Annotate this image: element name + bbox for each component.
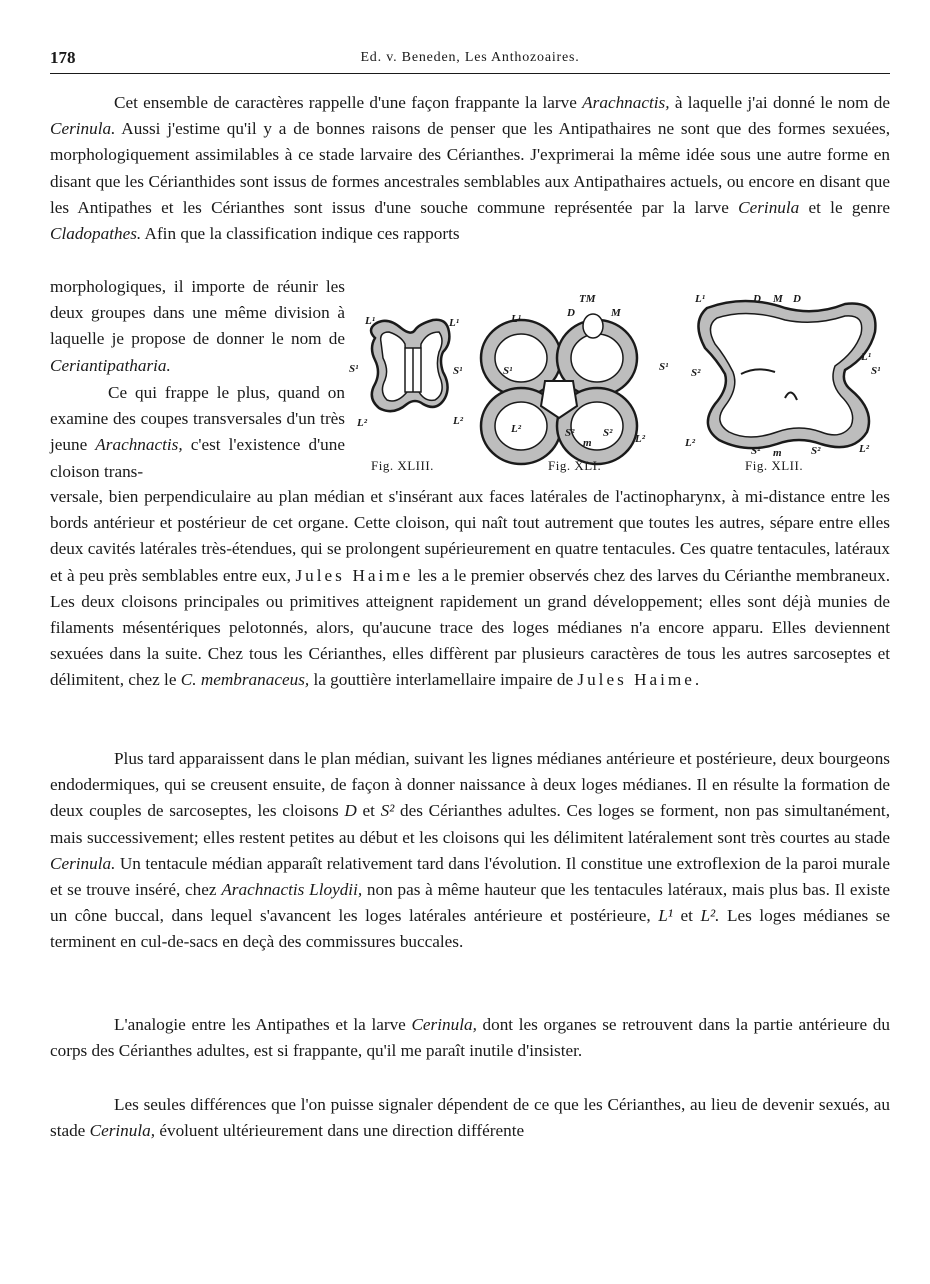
fig41-label-S2b: S² <box>603 427 613 439</box>
paragraph-1: Cet ensemble de caractères rappelle d'une façon frappante la larve Arachnactis, à laquelle j'ai donné le nom de Cerinula. Aussi j'estime qu'il y a de bonnes raisons de penser que les Antipathaires ne sont que des formes sexuées, morphologiquement assimilables à ce stade larvaire des Cérianthes. J'exprimerai la même idée sous une autre forme en disant que les Cérianthides sont issus de formes ancestrales semblables aux Antipathaires actuels, ou encore en disant que les Antipathes et les Cérianthes sont issus d'une souche commune représentée par la larve Cerinula et le genre Cladopathes. Afin que la classification indique ces rapports <box>50 93 890 244</box>
fig43-label-L2a: L² <box>357 417 368 429</box>
fig42-label-S2c: S² <box>811 445 821 457</box>
fig41-label-D: D <box>567 307 575 319</box>
fig41-label-L1: L¹ <box>511 313 522 325</box>
fig42-label-M: M <box>773 293 783 305</box>
fig43-label-L1b: L¹ <box>449 317 460 329</box>
fig42-caption: Fig. XLII. <box>745 458 804 473</box>
fig41-label-M: M <box>611 307 621 319</box>
fig42-label-L1b: L¹ <box>861 351 872 363</box>
fig41-label-S1a: S¹ <box>503 365 513 377</box>
fig41-label-S2a: S² <box>565 427 575 439</box>
fig41-label-S1b: S¹ <box>659 361 669 373</box>
figures-svg <box>345 286 890 481</box>
fig42-label-L1a: L¹ <box>695 293 706 305</box>
fig41-label-L2b: L² <box>635 433 646 445</box>
fig42-label-S1: S¹ <box>871 365 881 377</box>
fig42-label-S2a: S² <box>691 367 701 379</box>
header-rule <box>50 73 890 74</box>
paragraph-2-start: Ce qui frappe le plus, quand on examine des coupes transversales d'un très jeune Arachnactis, c'est l'existence d'une cloison trans- <box>50 383 345 481</box>
page-header <box>50 48 890 72</box>
paragraph-4: L'analogie entre les Antipathes et la larve Cerinula, dont les organes se retrouvent dans la partie antérieure du corps des Cérianthes adultes, est si frappante, qu'il me paraît inutile d'insister. <box>50 1015 890 1061</box>
fig41-label-m: m <box>583 437 592 449</box>
figure-43-drawing <box>349 315 464 429</box>
fig42-label-S2b: S² <box>751 445 761 457</box>
fig43-label-S1a: S¹ <box>349 363 359 375</box>
fig41-label-L2a: L² <box>511 423 522 435</box>
paragraph-1-continued: morphologiques, il importe de réunir les deux groupes dans une même division à laquelle je propose de donner le nom de Ceriantipatharia. <box>50 277 345 375</box>
paragraph-5: Les seules différences que l'on puisse signaler dépendent de ce que les Cérianthes, au lieu de devenir sexués, au stade Cerinula, évoluent ultérieurement dans une direction différente <box>50 1095 890 1141</box>
fig43-label-S1b: S¹ <box>453 365 463 377</box>
fig43-label-L2b: L² <box>453 415 464 427</box>
fig42-label-D2: D <box>793 293 801 305</box>
fig42-label-m: m <box>773 447 782 459</box>
figures-group <box>345 286 890 481</box>
fig43-label-L1a: L¹ <box>365 315 376 327</box>
paragraph-3: Plus tard apparaissent dans le plan médian, suivant les lignes médianes antérieure et postérieure, deux bourgeons endodermiques, qui se creusent ensuite, de façon à donner naissance à deux loges médianes. Il en résulte la formation de deux couples de sarcoseptes, les cloisons D et S² des Cérianthes adultes. Ces loges se forment, non pas simultanément, mais successivement; elles restent petites au début et les cloisons qui les délimitent latéralement sont très courtes au stade Cerinula. Un tentacule médian apparaît relativement tard dans l'évolution. Il constitue une extroflexion de la paroi murale et se trouve inséré, chez Arachnactis Lloydii, non pas à même hauteur que les tentacules latéraux, mais plus bas. Il existe un cône buccal, dans lequel s'avancent les loges latérales antérieure et postérieure, L¹ et L². Les loges médianes se terminent en cul-de-sacs en deçà des commissures buccales. <box>50 749 891 952</box>
fig41-caption: Fig. XLI. <box>548 458 602 473</box>
paragraph-2: versale, bien perpendiculaire au plan médian et s'insérant aux faces latérales de l'actinopharynx, à mi-distance entre les bords antérieur et postérieur de cet organe. Cette cloison, qui naît tout autrement que toutes les autres, sépare entre elles deux cavités latérales très-étendues, qui se prolongent supérieurement en quatre tentacules. Ces quatre tentacules, latéraux et à peu près semblables entre eux, Jules Haime les a le premier observés chez des larves du Cérianthe membraneux. Les deux cloisons principales ou primitives atteignent rapidement un grand développement; elles sont déjà munies de filaments mésentériques pelotonnés, alors, qu'aucune trace des loges médianes n'a encore apparu. Elles deviennent sexuées dans la suite. Chez tous les Cérianthes, elles diffèrent par plusieurs caractères de tous les autres sarcoseptes et délimitent, chez le C. membranaceus, la gouttière interlamellaire impaire de Jules Haime. <box>50 487 890 690</box>
running-head: Ed. v. Beneden, Les Anthozoaires. <box>360 50 580 65</box>
fig42-label-L2b: L² <box>859 443 870 455</box>
fig43-caption: Fig. XLIII. <box>371 458 434 473</box>
figure-42-drawing <box>684 293 880 459</box>
fig42-label-D1: D <box>753 293 761 305</box>
figure-41-drawing <box>481 286 668 464</box>
page-number: 178 <box>50 48 76 67</box>
fig41-label-TM: TM <box>579 293 596 305</box>
fig42-label-L2a: L² <box>685 437 696 449</box>
